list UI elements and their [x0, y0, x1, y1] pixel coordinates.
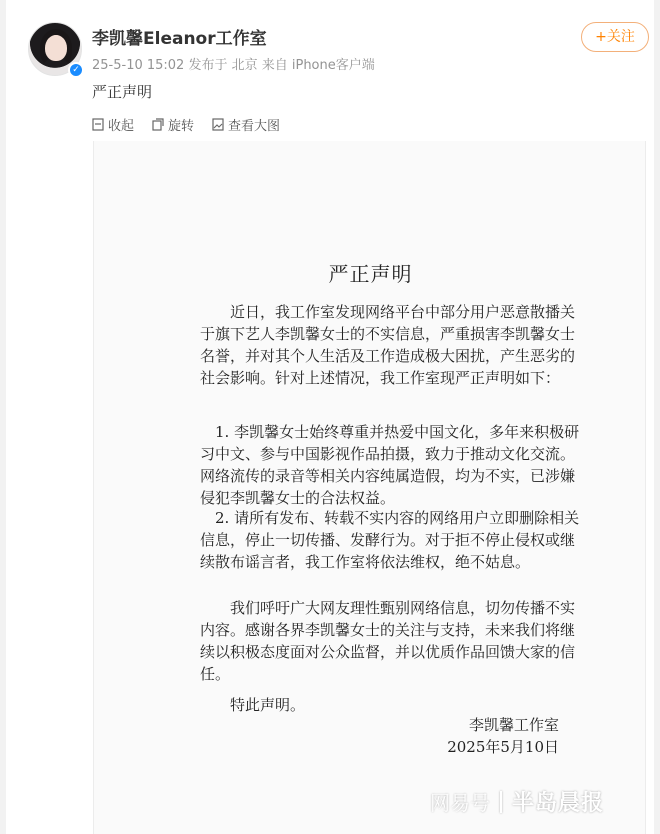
weibo-post-card [6, 0, 654, 834]
avatar-face [45, 35, 67, 61]
statement-paragraph: 1. 李凯馨女士始终尊重并热爱中国文化，多年来积极研习中文、参与中国影视作品拍摄，致力于推动文化交流。网络流传的录音等相关内容纯属造假，均为不实，已涉嫌侵犯李凯馨女士的合法权益。 [200, 423, 580, 507]
rotate-label: 旋转 [168, 118, 195, 134]
signature-date: 2025年5月10日 [447, 738, 559, 756]
view-large-button[interactable] [212, 115, 280, 134]
view-large-label: 查看大图 [228, 118, 281, 134]
statement-image[interactable] [93, 141, 646, 834]
view-large-image-icon [212, 118, 224, 131]
post-text: 严正声明 [92, 83, 153, 101]
username-link[interactable]: 李凯馨Eleanor工作室 [92, 29, 267, 49]
statement-closing: 特此声明。 [230, 696, 306, 714]
image-toolbar [92, 115, 280, 133]
collapse-icon [92, 118, 104, 131]
rotate-icon [152, 118, 164, 131]
watermark-source: 网易号 [430, 791, 490, 815]
watermark [430, 786, 604, 817]
statement-title: 严正声明 [328, 262, 413, 286]
post-meta: 25-5-10 15:02 发布于 北京 来自 iPhone客户端 [92, 58, 375, 73]
watermark-divider [500, 791, 502, 813]
watermark-outlet: 半岛晨报 [512, 791, 605, 816]
statement-paragraph: 2. 请所有发布、转载不实内容的网络用户立即删除相关信息，停止一切传播、发酵行为。对于拒不停止侵权或继续散布谣言者，我工作室将依法维权，绝不姑息。 [200, 509, 580, 571]
signature-name: 李凯馨工作室 [468, 716, 559, 734]
follow-button[interactable]: +关注 [581, 22, 649, 52]
verified-badge-icon: ✓ [68, 62, 84, 78]
collapse-button[interactable] [92, 115, 134, 134]
collapse-label: 收起 [108, 118, 135, 134]
statement-paragraph: 我们呼吁广大网友理性甄别网络信息，切勿传播不实内容。感谢各界李凯馨女士的关注与支持，未来我们将继续以积极态度面对公众监督，并以优质作品回馈大家的信任。 [200, 599, 576, 683]
rotate-button[interactable] [152, 115, 194, 134]
statement-paragraph: 近日，我工作室发现网络平台中部分用户恶意散播关于旗下艺人李凯馨女士的不实信息，严重损害李凯馨女士名誉，并对其个人生活及工作造成极大困扰，产生恶劣的社会影响。针对上述情况，我工作室现严正声明如下： [200, 303, 576, 387]
